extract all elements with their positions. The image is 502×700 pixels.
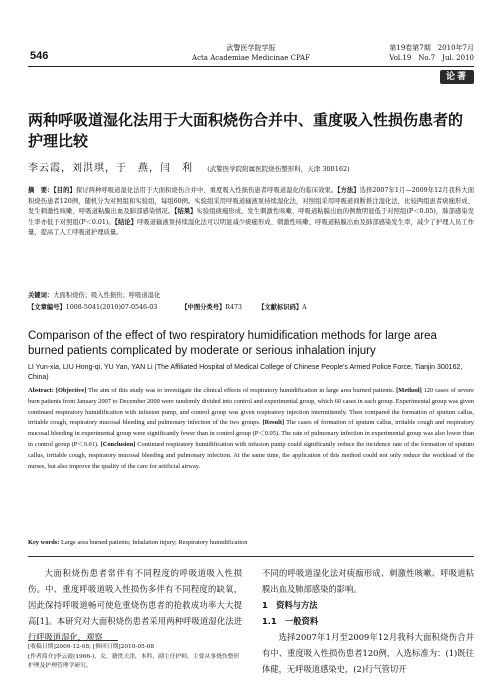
objective-label-cn: 【目的】 <box>53 187 76 194</box>
conclusion-label-cn: 【结论】 <box>114 218 138 226</box>
article-number: 1008-5041(2010)07-0546-03 <box>65 304 158 311</box>
article-number-label: 【文章编号】 <box>28 304 66 311</box>
conclusion-cn: 呼吸道输液泵持续湿化法可以明显减少痰痂形成、刺激性咳嗽、呼吸道粘膜出血及肺部感染发生率，减少了护理人员工作量，提高了人工呼吸道护理质量。 <box>28 218 475 236</box>
journal-name-cn: 武警医学院学报 <box>226 44 276 52</box>
abstract-rule <box>28 556 474 557</box>
method-cn: 选择2007年1月—2009年12月我科大面积烧伤患者120例，随机分为对照组和实验组，每组60例。实验组采用呼吸道输液泵持续湿化法，对照组采用呼吸道间断推注湿化法，比较两组患者痰痂形成、发生刺激性咳嗽、呼吸道粘膜出血及肺部感染情况。 <box>28 187 475 215</box>
header-rule <box>28 66 474 67</box>
objective-cn: 探讨两种呼吸道湿化法用于大面积烧伤合并中、重度吸入性损伤患者呼吸道湿化的临床效果。 <box>75 187 338 194</box>
conclusion-en: Continued respiratory humidification with infusion pump could significantly reduce the incidence rate of the formation of sputum callus, irritable cough, respiratory mucosal bleeding and pulmonary infection. At the same time, the application of this method could not only reduce the workload of the nurses, but also improve the quality of the care for artificial airway. <box>28 440 474 470</box>
general-data-paragraph: 选择2007年1月至2009年12月我科大面积烧伤合并有中、重度吸入性损伤患者120例，入选标准为：(1)既往体健，无呼吸道感染史，(2)行气管切开 <box>262 632 474 674</box>
keywords-text-cn: 大面积烧伤；吸入性损伤；呼吸道湿化 <box>53 292 161 299</box>
result-en: The cases of formation of sputum callus, irritable cough and respiratory mucosal bleeding in experimental group were significantly fewer than in control group (P＜0.05). The rate of pulmonary infection in experimental group was also lower than in control group (P＜0.01). <box>28 419 474 448</box>
section-heading-1-1: 1.1 一般资料 <box>262 616 319 626</box>
abstract-label-cn: 摘 要： <box>28 187 54 194</box>
intro-paragraph: 大面积烧伤患者常伴有不同程度的呼吸道吸入性损伤。中、重度呼吸道吸入性损伤多伴有不同程度的缺氧，因此保持呼吸道畅可使危重烧伤患者的抢救成功率大大提高[1]。本研究对大面积烧伤患者采用两种呼吸道湿化法进行呼吸道湿化，观察 <box>28 568 242 642</box>
footnote <box>28 643 242 672</box>
keywords-cn <box>28 291 474 302</box>
footnote-author-bio: [作者简介]李云霞(1966-)，女，籍贯天津，本科，副主任护师，主要从事烧伤整形护理及护理管理学研究。 <box>28 653 240 669</box>
objective-label-en: [Objective] <box>55 387 87 394</box>
section-badge: 论著 <box>440 70 474 84</box>
clc-number: R473 <box>225 304 243 311</box>
footnote-dates: [收稿日期]2009-12-08; [修回日期]2010-05-08 <box>28 644 155 650</box>
article-title-cn: 两种呼吸道湿化法用于大面积烧伤合并中、重度吸入性损伤患者的护理比较 <box>28 111 464 150</box>
abstract-en <box>28 386 474 472</box>
body-left-column <box>28 565 242 645</box>
classification-line <box>28 303 474 314</box>
keywords-text-en: Large area burned patients; Inhalation injury; Respiratory humidification <box>61 539 248 546</box>
body-right-column <box>262 565 474 677</box>
issue-cn: 第19卷第7期 2010年7月 <box>389 44 474 52</box>
result-label-en: [Result] <box>262 419 285 427</box>
clc-label: 【中图分类号】 <box>181 304 226 311</box>
method-label-en: [Method] <box>396 387 422 394</box>
journal-name-en: Acta Academiae Medicinae CPAF <box>192 54 310 62</box>
author-names-cn: 李云霞，刘洪琪，于 燕，闫 利 <box>28 163 193 174</box>
doc-code-label: 【文献标识码】 <box>258 304 303 311</box>
issue-info <box>389 43 474 63</box>
doc-code: A <box>302 304 307 311</box>
method-label-cn: 【方法】 <box>337 187 360 194</box>
keywords-en <box>28 538 474 548</box>
affiliation-cn: (武警医学院附属医院烧伤整形科，天津 300162) <box>207 165 350 173</box>
issue-en: Vol.19 No.7 Jul. 2010 <box>389 54 474 62</box>
authors-en <box>28 363 474 383</box>
abstract-label-en: Abstract: <box>28 387 54 394</box>
abstract-cn <box>28 186 474 239</box>
affiliation-en: (The Affiliated Hospital of Medical College of Chinese People's Armed Police Force, Tianjin 300162, China) <box>28 364 463 381</box>
page-number: 546 <box>30 50 49 62</box>
authors-cn <box>28 159 350 174</box>
keywords-label-cn: 关键词： <box>28 292 54 299</box>
footnote-rule <box>28 640 118 641</box>
objective-en: The aim of this study was to investigate the clinical effects of respiratory humidification in large area burned patients. <box>88 387 395 394</box>
keywords-label-en: Key words: <box>28 539 60 546</box>
method-en: 120 cases of severe burn patients from January 2007 to December 2009 were randomly divided into control and experimental group, which 60 cases in each group. Experimental group was given continued respiratory humidification with infusion pump, and control group was given respiratory injection intermittently. Then compared the formation of sputum callus, irritable cough, respiratory mucosal bleeding and pulmonary infection of the two groups. <box>28 387 474 427</box>
result-cn: 实验组痰痂形成、发生刺激性咳嗽、呼吸道粘膜出血的例数明显低于对照组(P＜0.05)，肺部感染发生率亦低于对照组(P＜0.01)。 <box>28 208 475 226</box>
result-label-cn: 【结果】 <box>174 208 197 215</box>
author-names-en: LI Yun-xia, LIU Hong-qi, YU Yan, YAN Li <box>28 364 153 371</box>
conclusion-label-en: [Conclusion] <box>100 440 136 448</box>
article-title-en: Comparison of the effect of two respiratory humidification methods for large area burned patients complicated by moderate or serious inhalation injury <box>28 330 437 357</box>
intro-continued: 不同的呼吸道湿化法对痰痂形成、刺激性咳嗽、呼吸道粘膜出血及肺部感染的影响。 <box>262 568 474 594</box>
section-heading-1: 1 资料与方法 <box>262 600 318 610</box>
